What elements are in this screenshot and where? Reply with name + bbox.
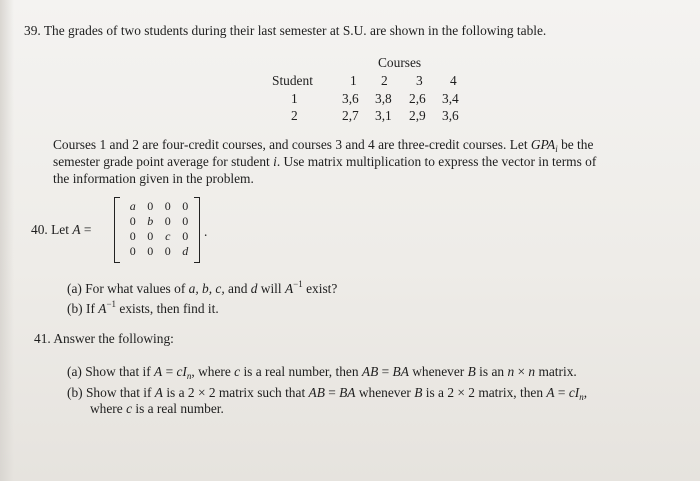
table-course-col-1: 1 <box>350 73 357 88</box>
matrix-row-4: 0 0 0 d <box>129 244 189 258</box>
problem-41-part-b-line-1: (b) Show that if A is a 2 × 2 matrix such that AB = BA whenever B is a 2 × 2 matrix, then $A = cI_n$, <box>67 385 588 402</box>
matrix-a <box>114 197 200 263</box>
problem-39-paragraph-line-1: Courses 1 and 2 are four-credit courses, and courses 3 and 4 are three-credit courses. Let $GPA_i$ be the <box>53 137 594 154</box>
problem-39-paragraph-line-3: the information given in the problem. <box>53 171 254 186</box>
table-student-header: Student <box>272 73 313 88</box>
matrix-period: . <box>204 224 208 239</box>
table-courses-header: Courses <box>378 55 422 70</box>
table-course-col-2: 2 <box>381 73 388 88</box>
grade-s1-c4: 3,4 <box>442 91 459 106</box>
page-shadow <box>0 0 14 481</box>
table-course-col-3: 3 <box>416 73 423 88</box>
problem-41-part-b-line-2: where c is a real number. <box>90 401 224 416</box>
grade-s1-c2: 3,8 <box>375 91 392 106</box>
grade-s2-c4: 3,6 <box>442 108 459 123</box>
grade-s2-c2: 3,1 <box>375 108 392 123</box>
problem-40-part-a: (a) For what values of a, b, c, and d will $A^{-1}$ exist? <box>67 279 338 296</box>
matrix-row-2: 0 b 0 0 <box>129 214 189 228</box>
grade-s1-c1: 3,6 <box>342 91 359 106</box>
matrix-row-3: 0 0 c 0 <box>129 229 189 243</box>
problem-40-let: 40. Let A = <box>31 222 92 237</box>
problem-41-part-a: (a) Show that if $A = cI_n$, where c is a real number, then AB = BA whenever B is an n × n matrix. <box>67 364 577 381</box>
problem-40-part-b: (b) If $A^{-1}$ exists, then find it. <box>67 299 219 316</box>
grade-s2-c1: 2,7 <box>342 108 359 123</box>
problem-41-heading: 41. Answer the following: <box>34 331 174 346</box>
grade-s1-c3: 2,6 <box>409 91 426 106</box>
matrix-left-bracket <box>114 197 120 263</box>
matrix-row-1: a 0 0 0 <box>129 199 189 213</box>
table-student-2: 2 <box>291 108 298 123</box>
table-student-1: 1 <box>291 91 298 106</box>
problem-39-statement: 39. The grades of two students during their last semester at S.U. are shown in the following table. <box>24 23 547 38</box>
matrix-right-bracket <box>194 197 200 263</box>
problem-39-paragraph-line-2: semester grade point average for student i. Use matrix multiplication to express the vector in terms of <box>53 154 597 169</box>
grade-s2-c3: 2,9 <box>409 108 426 123</box>
table-course-col-4: 4 <box>450 73 457 88</box>
